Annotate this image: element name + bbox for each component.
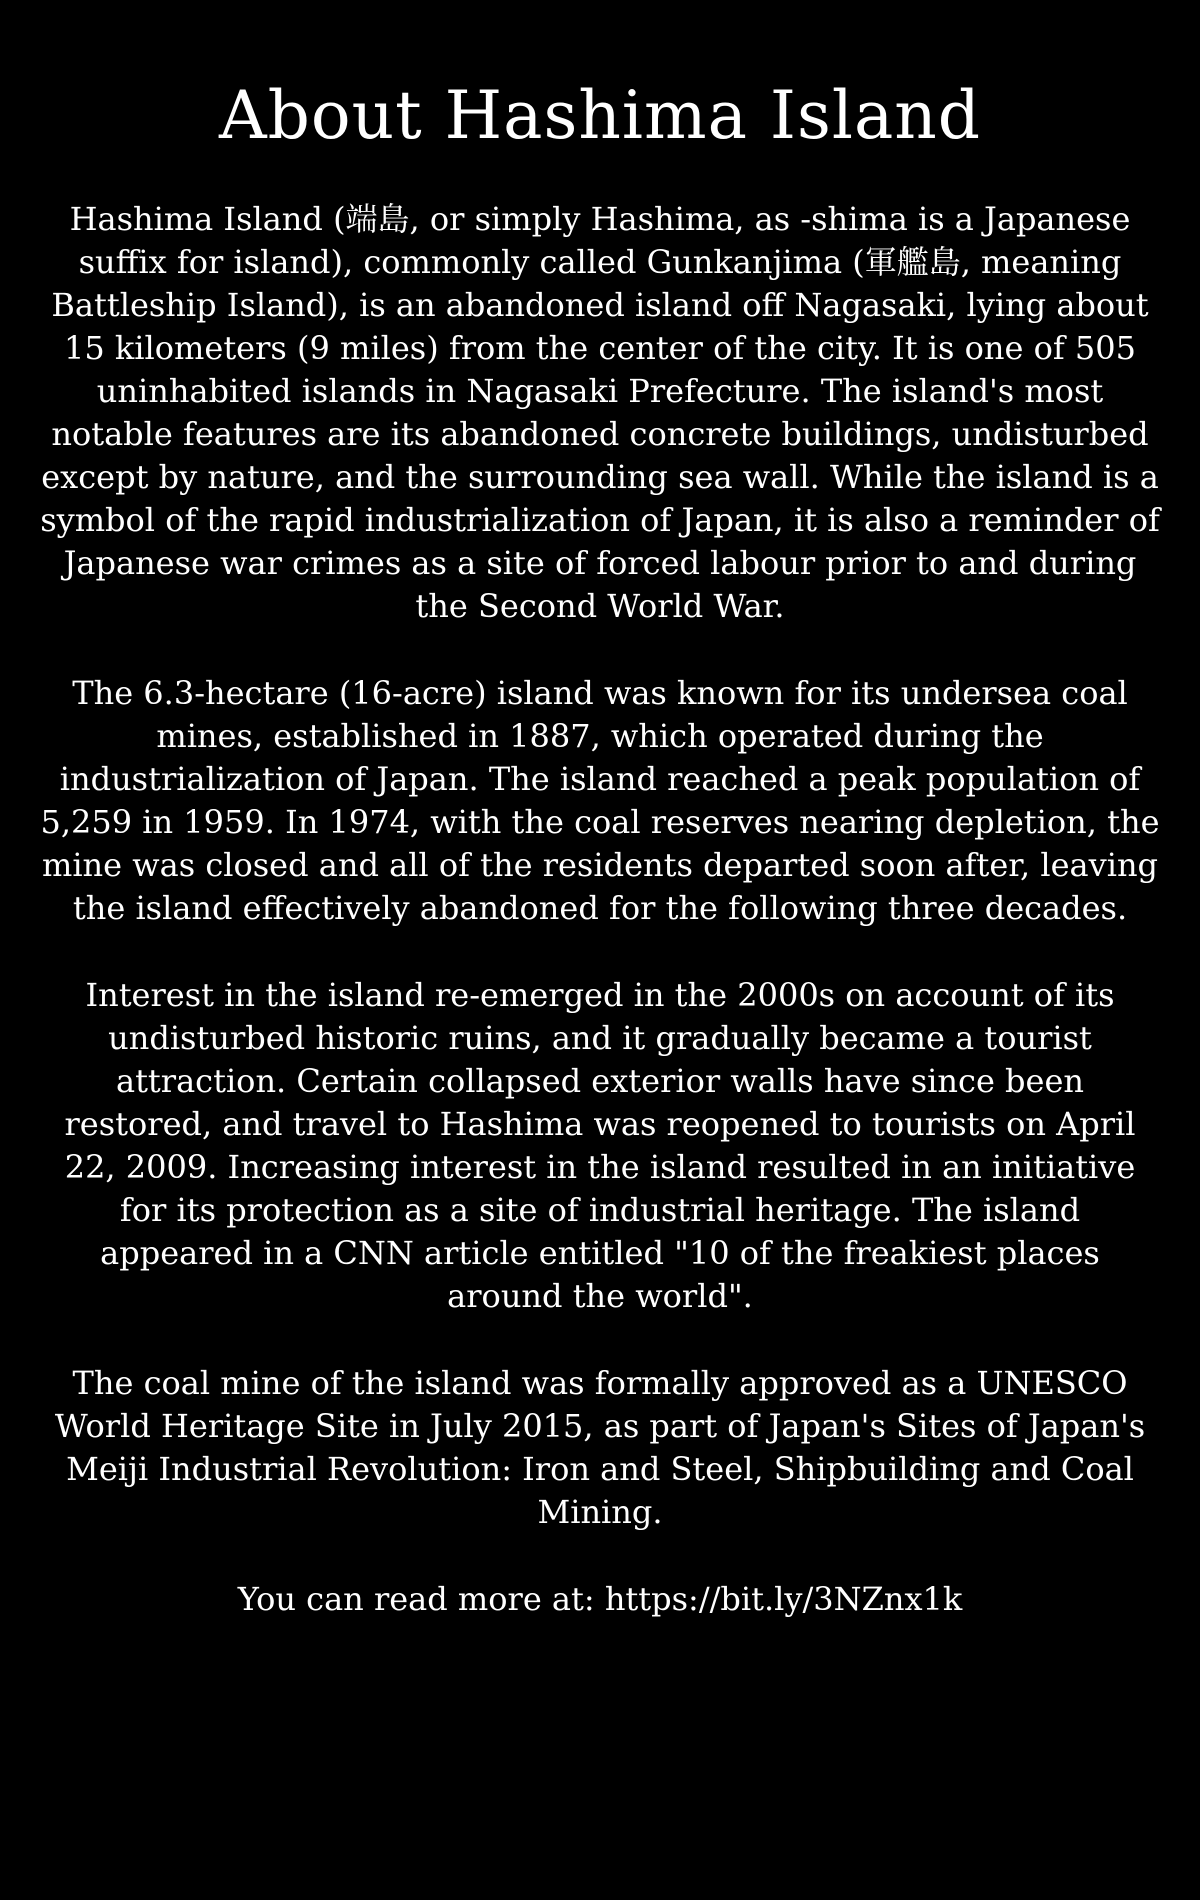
paragraph-tourism: Interest in the island re-emerged in the 2000s on account of its undisturbed historic ruins, and it gradually became a tourist attraction. Certain collapsed exterior walls have since been restored, and travel to Hashima was reopened to tourists on April 22, 2009. Increasing interest in the island resulted in an initiative for its protection as a site of industrial heritage. The island appeared in a CNN article entitled "10 of the freakiest places around the world". [64, 975, 1136, 1315]
read-more-line [40, 1578, 1160, 1621]
paragraph-unesco: The coal mine of the island was formally approved as a UNESCO World Heritage Site in July 2015, as part of Japan's Sites of Japan's Meiji Industrial Revolution: Iron and Steel, Shipbuilding and Coal Mining. [54, 1363, 1146, 1531]
page-title: About Hashima Island [218, 77, 982, 154]
paragraph-coal-mine-history: The 6.3-hectare (16-acre) island was known for its undersea coal mines, established in 1887, which operated during the industrialization of Japan. The island reached a peak population of 5,259 in 1959. In 1974, with the coal reserves nearing depletion, the mine was closed and all of the residents departed soon after, leaving the island effectively abandoned for the following three decades. [40, 673, 1160, 927]
read-more-url[interactable]: https://bit.ly/3NZnx1k [604, 1579, 963, 1618]
read-more-label: You can read more at: [237, 1579, 605, 1618]
paragraph-overview: Hashima Island (端島, or simply Hashima, as -shima is a Japanese suffix for island), commonly called Gunkanjima (軍艦島, meaning Battleship Island), is an abandoned island off Nagasaki, lying about 15 kilometers (9 miles) from the center of the city. It is one of 505 uninhabited islands in Nagasaki Prefecture. The island's most notable features are its abandoned concrete buildings, undisturbed except by nature, and the surrounding sea wall. While the island is a symbol of the rapid industrialization of Japan, it is also a reminder of Japanese war crimes as a site of forced labour prior to and during the Second World War. [40, 199, 1160, 625]
